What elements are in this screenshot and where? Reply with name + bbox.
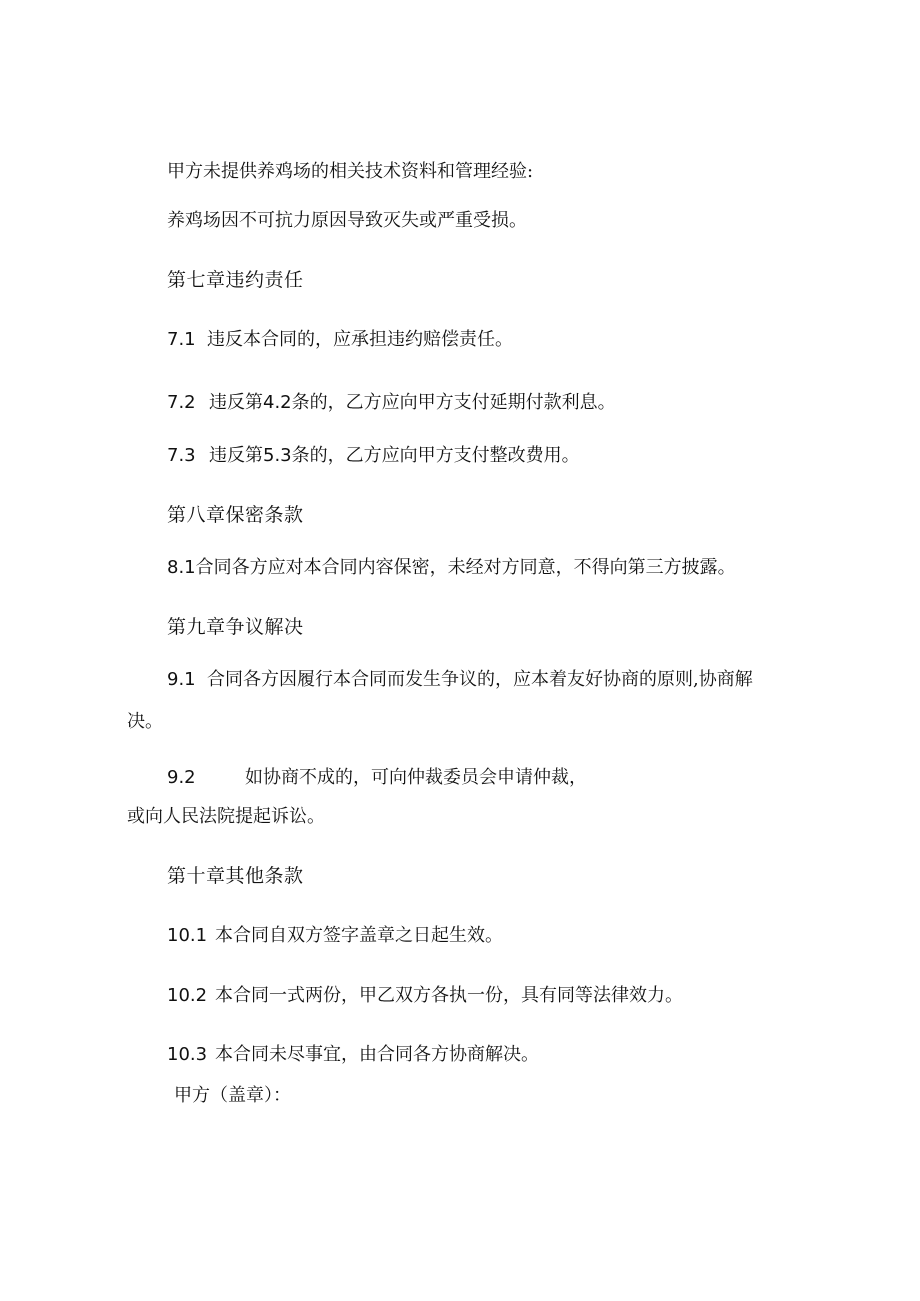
clause-7-1 xyxy=(167,328,513,352)
clause-text-post: 条的，乙方应向甲方支付延期付款利息。 xyxy=(291,392,616,413)
clause-number: 9.2 xyxy=(167,767,196,788)
clause-text: 合同各方因履行本合同而发生争议的，应本着友好协商的原则,协商解 xyxy=(207,669,753,690)
clause-text: 本合同一式两份，甲乙双方各执一份，具有同等法律效力。 xyxy=(215,985,683,1006)
clause-text: 本合同自双方签字盖章之日起生效。 xyxy=(215,925,503,946)
clause-number: 7.3 xyxy=(167,445,196,466)
clause-text: 甲方未提供养鸡场的相关技术资料和管理经验: xyxy=(167,161,534,182)
clause-number: 8.1 xyxy=(167,557,196,578)
clause-8-1 xyxy=(167,556,736,580)
clause-9-2-continued: 或向人民法院提起诉讼。 xyxy=(127,806,325,827)
party-a-signature-label: 甲方（盖章）： xyxy=(174,1085,291,1106)
clause-number: 9.1 xyxy=(167,669,196,690)
clause-10-2 xyxy=(167,984,683,1008)
clause-9-1-continued: 决。 xyxy=(127,711,163,732)
clause-10-1 xyxy=(167,924,503,948)
clause-text-post: 条的，乙方应向甲方支付整改费用。 xyxy=(291,445,580,466)
clause-9-1 xyxy=(167,668,753,692)
clause-text-pre: 违反第 xyxy=(209,392,263,413)
clause-text: 养鸡场因不可抗力原因导致灭失或严重受损。 xyxy=(167,210,527,231)
clause-reference: 4.2 xyxy=(263,392,292,413)
clause-number: 7.2 xyxy=(167,392,196,413)
clause-text: 违反本合同的，应承担违约赔偿责任。 xyxy=(207,329,513,350)
clause-text-pre: 违反第 xyxy=(209,445,263,466)
clause-number: 10.2 xyxy=(167,985,208,1006)
clause-number: 7.1 xyxy=(167,329,196,350)
clause-text: 合同各方应对本合同内容保密，未经对方同意，不得向第三方披露。 xyxy=(195,557,736,578)
clause-number: 10.1 xyxy=(167,925,208,946)
clause-line-tech-info xyxy=(167,160,533,184)
clause-9-2 xyxy=(167,766,587,790)
clause-line-force-majeure xyxy=(167,209,527,233)
chapter-10-title: 第十章其他条款 xyxy=(167,865,304,887)
clause-reference: 5.3 xyxy=(263,445,292,466)
chapter-9-title: 第九章争议解决 xyxy=(167,616,304,638)
clause-7-3 xyxy=(167,444,580,468)
clause-10-3 xyxy=(167,1043,539,1067)
clause-text: 本合同未尽事宜，由合同各方协商解决。 xyxy=(215,1044,539,1065)
clause-number: 10.3 xyxy=(167,1044,208,1065)
clause-text: 如协商不成的，可向仲裁委员会申请仲裁， xyxy=(245,767,587,788)
clause-7-2 xyxy=(167,391,616,415)
chapter-8-title: 第八章保密条款 xyxy=(167,504,304,526)
chapter-7-title: 第七章违约责任 xyxy=(167,269,304,291)
